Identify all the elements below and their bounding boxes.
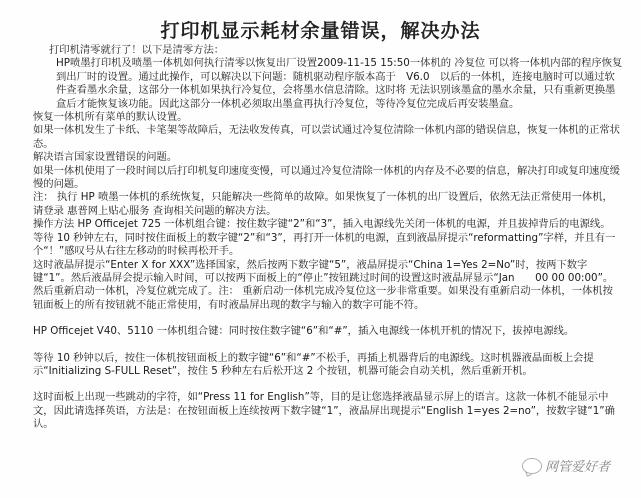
paragraph-paper-jam: 如果一体机发生了卡纸、卡笔架等故障后，无法收发传真，可以尝试通过冷复位清除一体机内部的错误信息，恢复一体机的正常状态。 bbox=[33, 124, 620, 150]
chat-bubble-icon bbox=[522, 458, 542, 474]
paragraph-v40-method: HP Officejet V40、5110 一体机组合键：同时按住数字键“6”和“#”，插入电源线一体机开机的情况下，拔掉电源线。 bbox=[33, 325, 575, 338]
paragraph-725-restart: 然后重新启动一体机，冷复位就完成了。注： 重新启动一体机完成冷复位这一步非常重要。如果没有重新启动一体机，一体机按钮面板上的所有按钮就不能正常使用，有时液晶屏出现的数字与输入的数字可能不符。 bbox=[33, 285, 613, 311]
paragraph-725-wait: 等待 10 秒钟左右，同时按住面板上的数字键“2”和“3”，再打开一体机的电源，直到液晶屏提示“reformatting”字样，并且有一个“！”感叹号从右往左移动的时候再松开手。 bbox=[33, 231, 616, 258]
paragraph-language: 解决语言国家设置错误的问题。 bbox=[33, 151, 178, 164]
paragraph-725-method: 操作方法 HP Officejet 725 一体机组合键：按住数字键“2”和“3”，插入电源线先关闭一体机的电源，并且拔掉背后的电源线。 bbox=[33, 218, 611, 231]
paragraph-note: 注： 执行 HP 喷墨一体机的系统恢复，只能解决一些简单的故障。如果恢复了一体机的出厂设置后，依然无法正常使用一体机，请登录 惠普网上贴心服务 查询相关问题的解决方法。 bbox=[33, 191, 613, 217]
paragraph-slow-copy: 如果一体机使用了一段时间以后打印机复印速度变慢，可以通过冷复位清除一体机的内存及不必要的信息，解决打印或复印速度缓慢的问题。 bbox=[33, 164, 620, 191]
paragraph-intro: 打印机清零就行了！以下是清零方法： bbox=[49, 44, 225, 56]
paragraph-v40-wait: 等待 10 秒钟以后，按住一体机按钮面板上的数字键“6”和“#”不松手，再插上机器背后的电源线。这时机器液晶面板上会提示“Initializing S-FULL Reset”，按住 5 秒种左右后松开这 2 个按钮，机器可能会自动关机，然后重新开机。 bbox=[33, 351, 594, 377]
paragraph-restore-menus: 恢复一体机所有菜单的默认设置。 bbox=[33, 111, 188, 124]
watermark bbox=[522, 456, 610, 475]
paragraph-cold-reset-overview: HP喷墨打印机及喷墨一体机如何执行清零以恢复出厂设置2009-11-15 15:50一体机的 冷复位 可以将一体机内部的程序恢复到出厂时的设置。通过此操作，可以解决以下问题：随机驱动程序版本高于 V6.0 以后的一体机，连接电脑时可以通过软件查看墨水余量，这部分一体机如果执行冷复位，会将墨水信息清除。这时将 无法识别该墨盒的墨水余量，只有重新更换墨盒后才能恢复该功能。因此这部分一体机必须取出墨盒再执行冷复位，等待冷复位完成后再安装墨盒。 bbox=[56, 57, 623, 110]
spacer bbox=[33, 312, 623, 325]
paragraph-725-lcd: 这时液晶屏提示“Enter X for XXX”选择国家，然后按两下数字键“5”，液晶屏提示“China 1=Yes 2=No”时，按两下数字键“1”。然后液晶屏会提示输入时间，可以按两下面板上的“停止”按钮跳过时间的设置这时液晶屏显示“Jan 00 00 00:00”。 bbox=[33, 258, 614, 284]
document-body bbox=[33, 44, 623, 432]
watermark-text: 网管爱好者 bbox=[545, 460, 611, 475]
spacer bbox=[33, 339, 623, 352]
paragraph-v40-language: 这时面板上出现一些跳动的字符，如“Press 11 for English”等，目的是让您选择液晶显示屏上的语言。这款一体机不能显示中文，因此请选择英语，方法是：在按钮面板上连续按两下数字键“1”，液晶屏出现提示“English 1=yes 2=no”，按数字键“1”确认。 bbox=[33, 391, 615, 431]
spacer bbox=[33, 378, 623, 391]
document-title: 打印机显示耗材余量错误，解决办法 bbox=[160, 20, 481, 42]
